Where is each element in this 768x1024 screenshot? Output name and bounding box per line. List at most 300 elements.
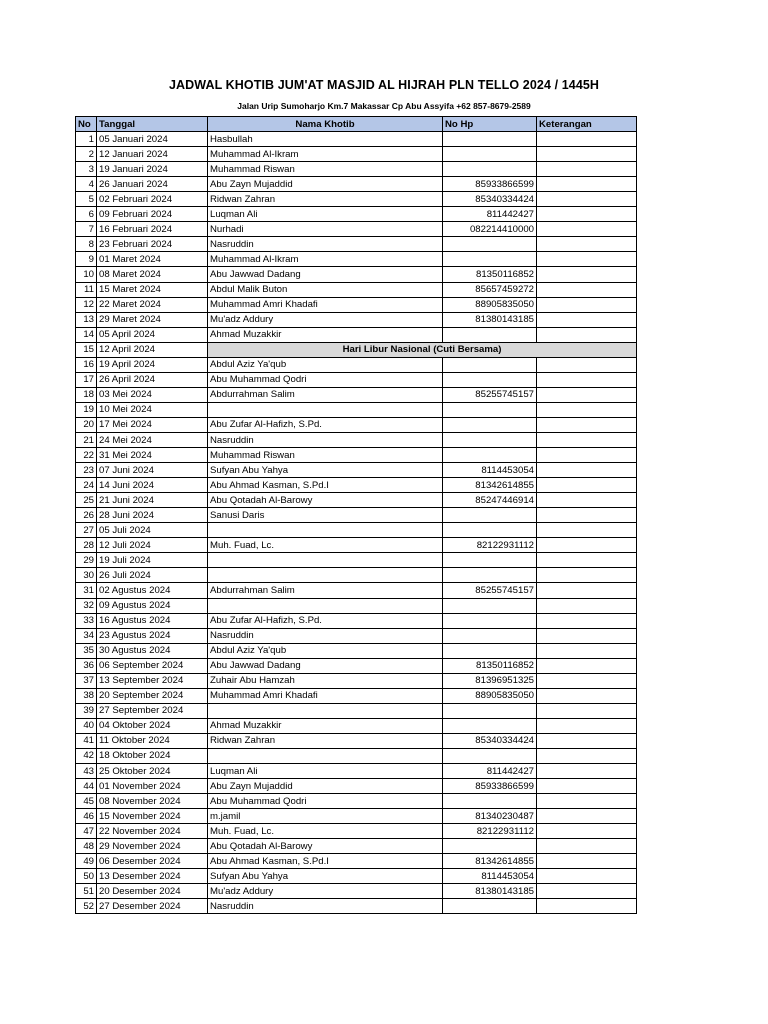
- table-row: [76, 402, 637, 417]
- row-keterangan: [537, 718, 637, 733]
- row-phone: 8114453054: [443, 869, 537, 884]
- row-number: 3: [76, 162, 97, 177]
- table-row: [76, 177, 637, 192]
- row-phone: [443, 417, 537, 432]
- table-row: [76, 372, 637, 387]
- row-khotib-name: Hasbullah: [208, 132, 443, 147]
- row-date: 15 November 2024: [97, 809, 208, 824]
- row-keterangan: [537, 643, 637, 658]
- row-phone: [443, 327, 537, 342]
- table-row: [76, 448, 637, 463]
- table-row: [76, 643, 637, 658]
- table-row: [76, 779, 637, 794]
- row-keterangan: [537, 764, 637, 779]
- table-row: [76, 718, 637, 733]
- row-phone: [443, 839, 537, 854]
- row-khotib-name: Muhammad Riswan: [208, 162, 443, 177]
- row-keterangan: [537, 162, 637, 177]
- table-row: [76, 147, 637, 162]
- row-phone: [443, 553, 537, 568]
- row-khotib-name: Abu Muhammad Qodri: [208, 794, 443, 809]
- table-header-row: [76, 117, 637, 132]
- table-row: [76, 839, 637, 854]
- row-keterangan: [537, 809, 637, 824]
- row-date: 18 Oktober 2024: [97, 748, 208, 763]
- row-phone: 81340230487: [443, 809, 537, 824]
- row-phone: [443, 357, 537, 372]
- row-khotib-name: Muh. Fuad, Lc.: [208, 824, 443, 839]
- row-khotib-name: Sanusi Daris: [208, 508, 443, 523]
- header-no-hp: No Hp: [443, 117, 537, 132]
- row-phone: [443, 613, 537, 628]
- row-number: 12: [76, 297, 97, 312]
- row-khotib-name: [208, 568, 443, 583]
- row-number: 23: [76, 463, 97, 478]
- row-keterangan: [537, 147, 637, 162]
- row-date: 20 Desember 2024: [97, 884, 208, 899]
- row-number: 29: [76, 553, 97, 568]
- row-number: 47: [76, 824, 97, 839]
- row-number: 4: [76, 177, 97, 192]
- row-phone: [443, 598, 537, 613]
- row-date: 25 Oktober 2024: [97, 764, 208, 779]
- row-date: 06 Desember 2024: [97, 854, 208, 869]
- row-khotib-name: Abdul Malik Buton: [208, 282, 443, 297]
- row-keterangan: [537, 402, 637, 417]
- table-row: [76, 598, 637, 613]
- row-number: 1: [76, 132, 97, 147]
- row-khotib-name: Nasruddin: [208, 899, 443, 914]
- document-title: JADWAL KHOTIB JUM'AT MASJID AL HIJRAH PLN TELLO 2024 / 1445H: [168, 78, 600, 92]
- row-date: 12 Juli 2024: [97, 538, 208, 553]
- row-number: 18: [76, 387, 97, 402]
- row-date: 23 Agustus 2024: [97, 628, 208, 643]
- row-phone: [443, 643, 537, 658]
- table-row: [76, 854, 637, 869]
- row-number: 21: [76, 432, 97, 447]
- row-date: 01 November 2024: [97, 779, 208, 794]
- row-number: 41: [76, 733, 97, 748]
- row-keterangan: [537, 688, 637, 703]
- table-row: [76, 357, 637, 372]
- row-date: 19 Juli 2024: [97, 553, 208, 568]
- row-phone: 81380143185: [443, 312, 537, 327]
- row-number: 6: [76, 207, 97, 222]
- row-date: 22 November 2024: [97, 824, 208, 839]
- row-khotib-name: Muhammad Amri Khadafi: [208, 688, 443, 703]
- row-keterangan: [537, 553, 637, 568]
- row-keterangan: [537, 177, 637, 192]
- row-khotib-name: Mu'adz Addury: [208, 884, 443, 899]
- row-number: 38: [76, 688, 97, 703]
- table-row: [76, 192, 637, 207]
- row-number: 40: [76, 718, 97, 733]
- table-row: [76, 207, 637, 222]
- row-number: 46: [76, 809, 97, 824]
- table-row: [76, 327, 637, 342]
- table-row: [76, 342, 637, 357]
- row-date: 05 Januari 2024: [97, 132, 208, 147]
- row-phone: 81350116852: [443, 658, 537, 673]
- table-row: [76, 794, 637, 809]
- header-keterangan: Keterangan: [537, 117, 637, 132]
- schedule-body: [76, 132, 637, 914]
- row-khotib-name: m.jamil: [208, 809, 443, 824]
- table-row: [76, 764, 637, 779]
- row-keterangan: [537, 673, 637, 688]
- row-date: 21 Juni 2024: [97, 493, 208, 508]
- row-phone: [443, 523, 537, 538]
- row-date: 24 Mei 2024: [97, 432, 208, 447]
- row-phone: [443, 162, 537, 177]
- row-keterangan: [537, 327, 637, 342]
- table-row: [76, 478, 637, 493]
- row-keterangan: [537, 613, 637, 628]
- row-date: 05 April 2024: [97, 327, 208, 342]
- row-phone: 85340334424: [443, 733, 537, 748]
- table-row: [76, 312, 637, 327]
- row-number: 44: [76, 779, 97, 794]
- row-date: 05 Juli 2024: [97, 523, 208, 538]
- row-phone: 811442427: [443, 207, 537, 222]
- row-khotib-name: Abu Zayn Mujaddid: [208, 779, 443, 794]
- row-keterangan: [537, 252, 637, 267]
- row-date: 09 Agustus 2024: [97, 598, 208, 613]
- document-subtitle: Jalan Urip Sumoharjo Km.7 Makassar Cp Abu Assyifa +62 857-8679-2589: [237, 101, 531, 111]
- row-khotib-name: Abu Jawwad Dadang: [208, 658, 443, 673]
- row-phone: 88905835050: [443, 688, 537, 703]
- table-row: [76, 282, 637, 297]
- row-keterangan: [537, 448, 637, 463]
- row-date: 28 Juni 2024: [97, 508, 208, 523]
- row-number: 49: [76, 854, 97, 869]
- row-keterangan: [537, 884, 637, 899]
- row-date: 01 Maret 2024: [97, 252, 208, 267]
- table-row: [76, 869, 637, 884]
- row-number: 37: [76, 673, 97, 688]
- row-date: 26 Juli 2024: [97, 568, 208, 583]
- row-keterangan: [537, 523, 637, 538]
- table-row: [76, 613, 637, 628]
- row-number: 17: [76, 372, 97, 387]
- row-khotib-name: Zuhair Abu Hamzah: [208, 673, 443, 688]
- row-number: 5: [76, 192, 97, 207]
- row-phone: [443, 718, 537, 733]
- table-row: [76, 688, 637, 703]
- row-phone: 082214410000: [443, 222, 537, 237]
- row-keterangan: [537, 598, 637, 613]
- row-number: 51: [76, 884, 97, 899]
- row-khotib-name: Abdurrahman Salim: [208, 387, 443, 402]
- row-khotib-name: Abu Zayn Mujaddid: [208, 177, 443, 192]
- row-keterangan: [537, 267, 637, 282]
- row-khotib-name: Abdul Aziz Ya'qub: [208, 643, 443, 658]
- header-tanggal: Tanggal: [97, 117, 208, 132]
- row-number: 27: [76, 523, 97, 538]
- row-keterangan: [537, 192, 637, 207]
- table-row: [76, 884, 637, 899]
- row-khotib-name: [208, 523, 443, 538]
- table-row: [76, 222, 637, 237]
- row-keterangan: [537, 222, 637, 237]
- row-date: 10 Mei 2024: [97, 402, 208, 417]
- row-phone: [443, 432, 537, 447]
- row-phone: [443, 132, 537, 147]
- header-no: No: [76, 117, 97, 132]
- row-phone: 81342614855: [443, 854, 537, 869]
- row-khotib-name: Abu Jawwad Dadang: [208, 267, 443, 282]
- row-date: 26 Januari 2024: [97, 177, 208, 192]
- row-khotib-name: Muhammad Riswan: [208, 448, 443, 463]
- row-keterangan: [537, 132, 637, 147]
- row-date: 20 September 2024: [97, 688, 208, 703]
- table-row: [76, 899, 637, 914]
- row-phone: [443, 568, 537, 583]
- row-keterangan: [537, 237, 637, 252]
- row-keterangan: [537, 432, 637, 447]
- row-number: 13: [76, 312, 97, 327]
- table-row: [76, 673, 637, 688]
- row-date: 27 September 2024: [97, 703, 208, 718]
- row-khotib-name: Ridwan Zahran: [208, 733, 443, 748]
- row-keterangan: [537, 899, 637, 914]
- table-row: [76, 703, 637, 718]
- row-khotib-name: Nurhadi: [208, 222, 443, 237]
- row-date: 29 Maret 2024: [97, 312, 208, 327]
- row-phone: 81396951325: [443, 673, 537, 688]
- row-keterangan: [537, 854, 637, 869]
- table-row: [76, 538, 637, 553]
- row-khotib-name: Muhammad Al-Ikram: [208, 147, 443, 162]
- table-row: [76, 628, 637, 643]
- row-phone: [443, 703, 537, 718]
- row-phone: [443, 402, 537, 417]
- row-keterangan: [537, 297, 637, 312]
- row-number: 14: [76, 327, 97, 342]
- row-khotib-name: Luqman Ali: [208, 207, 443, 222]
- row-phone: 82122931112: [443, 824, 537, 839]
- row-phone: 85255745157: [443, 583, 537, 598]
- row-khotib-name: Ahmad Muzakkir: [208, 718, 443, 733]
- row-number: 50: [76, 869, 97, 884]
- row-date: 08 November 2024: [97, 794, 208, 809]
- row-khotib-name: [208, 553, 443, 568]
- row-date: 08 Maret 2024: [97, 267, 208, 282]
- row-number: 19: [76, 402, 97, 417]
- row-date: 06 September 2024: [97, 658, 208, 673]
- row-number: 22: [76, 448, 97, 463]
- row-khotib-name: Mu'adz Addury: [208, 312, 443, 327]
- row-phone: 88905835050: [443, 297, 537, 312]
- table-row: [76, 432, 637, 447]
- row-phone: [443, 508, 537, 523]
- table-row: [76, 553, 637, 568]
- row-number: 24: [76, 478, 97, 493]
- row-phone: 8114453054: [443, 463, 537, 478]
- row-date: 13 September 2024: [97, 673, 208, 688]
- row-phone: 811442427: [443, 764, 537, 779]
- row-number: 7: [76, 222, 97, 237]
- row-keterangan: [537, 748, 637, 763]
- row-keterangan: [537, 357, 637, 372]
- row-phone: 85255745157: [443, 387, 537, 402]
- table-row: [76, 523, 637, 538]
- row-date: 29 November 2024: [97, 839, 208, 854]
- table-row: [76, 417, 637, 432]
- table-row: [76, 237, 637, 252]
- row-khotib-name: Muhammad Al-Ikram: [208, 252, 443, 267]
- row-khotib-name: Abu Zufar Al-Hafizh, S.Pd.: [208, 417, 443, 432]
- table-row: [76, 748, 637, 763]
- schedule-table: [75, 116, 637, 914]
- row-keterangan: [537, 658, 637, 673]
- table-row: [76, 508, 637, 523]
- row-date: 07 Juni 2024: [97, 463, 208, 478]
- row-khotib-name: [208, 598, 443, 613]
- row-date: 03 Mei 2024: [97, 387, 208, 402]
- row-date: 12 Januari 2024: [97, 147, 208, 162]
- row-date: 31 Mei 2024: [97, 448, 208, 463]
- row-khotib-name: Ahmad Muzakkir: [208, 327, 443, 342]
- row-date: 15 Maret 2024: [97, 282, 208, 297]
- row-number: 31: [76, 583, 97, 598]
- row-keterangan: [537, 508, 637, 523]
- row-keterangan: [537, 869, 637, 884]
- row-phone: 85933866599: [443, 779, 537, 794]
- row-phone: 85657459272: [443, 282, 537, 297]
- row-khotib-name: [208, 402, 443, 417]
- row-khotib-name: [208, 703, 443, 718]
- row-khotib-name: Sufyan Abu Yahya: [208, 869, 443, 884]
- row-phone: [443, 147, 537, 162]
- row-number: 42: [76, 748, 97, 763]
- row-phone: 82122931112: [443, 538, 537, 553]
- row-phone: 85933866599: [443, 177, 537, 192]
- row-keterangan: [537, 538, 637, 553]
- row-date: 30 Agustus 2024: [97, 643, 208, 658]
- row-phone: 85340334424: [443, 192, 537, 207]
- row-phone: 81342614855: [443, 478, 537, 493]
- row-keterangan: [537, 372, 637, 387]
- row-date: 27 Desember 2024: [97, 899, 208, 914]
- row-keterangan: [537, 839, 637, 854]
- row-date: 19 Januari 2024: [97, 162, 208, 177]
- row-number: 28: [76, 538, 97, 553]
- table-row: [76, 463, 637, 478]
- row-date: 12 April 2024: [97, 342, 208, 357]
- row-khotib-name: Nasruddin: [208, 237, 443, 252]
- row-number: 11: [76, 282, 97, 297]
- row-number: 9: [76, 252, 97, 267]
- row-keterangan: [537, 312, 637, 327]
- row-number: 10: [76, 267, 97, 282]
- row-phone: [443, 748, 537, 763]
- row-number: 15: [76, 342, 97, 357]
- row-phone: 81380143185: [443, 884, 537, 899]
- row-keterangan: [537, 463, 637, 478]
- table-row: [76, 387, 637, 402]
- header-nama-khotib: Nama Khotib: [208, 117, 443, 132]
- row-date: 23 Februari 2024: [97, 237, 208, 252]
- row-khotib-name: Abu Qotadah Al-Barowy: [208, 493, 443, 508]
- row-keterangan: [537, 387, 637, 402]
- row-keterangan: [537, 478, 637, 493]
- row-phone: [443, 372, 537, 387]
- row-keterangan: [537, 583, 637, 598]
- row-date: 19 April 2024: [97, 357, 208, 372]
- row-number: 8: [76, 237, 97, 252]
- row-date: 09 Februari 2024: [97, 207, 208, 222]
- row-date: 02 Februari 2024: [97, 192, 208, 207]
- row-keterangan: [537, 794, 637, 809]
- row-keterangan: [537, 733, 637, 748]
- row-keterangan: [537, 703, 637, 718]
- row-number: 26: [76, 508, 97, 523]
- row-number: 52: [76, 899, 97, 914]
- row-phone: [443, 237, 537, 252]
- table-row: [76, 809, 637, 824]
- row-phone: 81350116852: [443, 267, 537, 282]
- row-number: 36: [76, 658, 97, 673]
- row-keterangan: [537, 628, 637, 643]
- row-khotib-name: Nasruddin: [208, 432, 443, 447]
- row-khotib-name: Abdul Aziz Ya'qub: [208, 357, 443, 372]
- table-row: [76, 583, 637, 598]
- row-keterangan: [537, 207, 637, 222]
- row-date: 14 Juni 2024: [97, 478, 208, 493]
- row-khotib-name: Luqman Ali: [208, 764, 443, 779]
- row-date: 13 Desember 2024: [97, 869, 208, 884]
- row-number: 48: [76, 839, 97, 854]
- table-row: [76, 493, 637, 508]
- row-keterangan: [537, 282, 637, 297]
- row-number: 34: [76, 628, 97, 643]
- row-khotib-name: Nasruddin: [208, 628, 443, 643]
- row-keterangan: [537, 493, 637, 508]
- row-phone: [443, 899, 537, 914]
- row-phone: [443, 628, 537, 643]
- row-date: 17 Mei 2024: [97, 417, 208, 432]
- row-phone: [443, 252, 537, 267]
- table-row: [76, 658, 637, 673]
- row-number: 25: [76, 493, 97, 508]
- row-keterangan: [537, 779, 637, 794]
- table-row: [76, 568, 637, 583]
- row-number: 2: [76, 147, 97, 162]
- row-date: 26 April 2024: [97, 372, 208, 387]
- row-date: 22 Maret 2024: [97, 297, 208, 312]
- row-khotib-name: Muh. Fuad, Lc.: [208, 538, 443, 553]
- row-phone: [443, 448, 537, 463]
- row-khotib-name: Abu Qotadah Al-Barowy: [208, 839, 443, 854]
- row-number: 43: [76, 764, 97, 779]
- row-khotib-name: Ridwan Zahran: [208, 192, 443, 207]
- table-row: [76, 824, 637, 839]
- table-row: [76, 733, 637, 748]
- table-row: [76, 267, 637, 282]
- table-row: [76, 252, 637, 267]
- row-phone: [443, 794, 537, 809]
- table-row: [76, 297, 637, 312]
- row-khotib-name: [208, 748, 443, 763]
- table-row: [76, 132, 637, 147]
- row-number: 32: [76, 598, 97, 613]
- holiday-note: Hari Libur Nasional (Cuti Bersama): [208, 342, 637, 357]
- row-phone: 85247446914: [443, 493, 537, 508]
- row-date: 02 Agustus 2024: [97, 583, 208, 598]
- row-date: 04 Oktober 2024: [97, 718, 208, 733]
- row-khotib-name: Abu Ahmad Kasman, S.Pd.I: [208, 478, 443, 493]
